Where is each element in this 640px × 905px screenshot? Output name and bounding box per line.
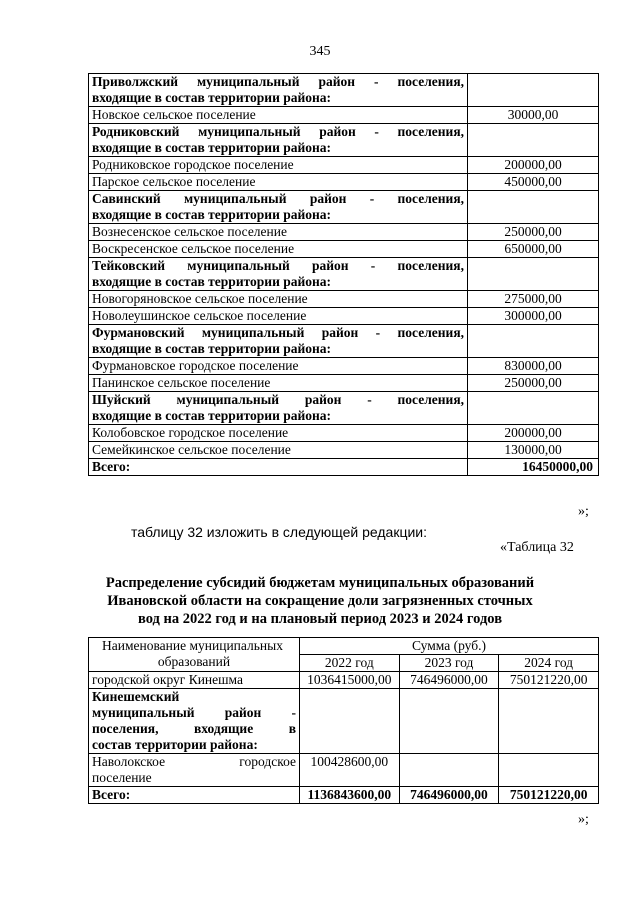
empty-cell	[468, 325, 599, 358]
group-name-line: входящие в состав территории района:	[92, 274, 332, 289]
settlement-name: Панинское сельское поселение	[89, 375, 468, 392]
empty-cell	[468, 258, 599, 291]
group-row	[89, 191, 599, 224]
empty-cell	[300, 689, 400, 754]
settlement-amount: 450000,00	[468, 174, 599, 191]
table-row	[89, 358, 599, 375]
header-year-2024: 2024 год	[499, 655, 599, 672]
header-name-cell	[89, 638, 300, 672]
total-value-2023: 746496000,00	[399, 787, 499, 804]
header-row	[89, 638, 599, 655]
group-name-line: Шуйский муниципальный район - поселения,	[92, 392, 464, 407]
table-row	[89, 291, 599, 308]
table-row	[89, 754, 599, 787]
group-name-line: входящие в состав территории района:	[92, 207, 332, 222]
group-name-line: Родниковский муниципальный район - поселения,	[92, 124, 464, 139]
table-row	[89, 375, 599, 392]
row-value-2024: 750121220,00	[499, 672, 599, 689]
group-name-line: Тейковский муниципальный район - поселения,	[92, 258, 464, 273]
header-year-2022: 2022 год	[300, 655, 400, 672]
settlement-amount: 275000,00	[468, 291, 599, 308]
empty-cell	[499, 754, 599, 787]
group-name-line: поселения, входящие в	[92, 721, 296, 736]
total-amount: 16450000,00	[468, 459, 599, 476]
total-label: Всего:	[89, 787, 300, 804]
empty-cell	[399, 754, 499, 787]
group-name	[89, 325, 468, 358]
row-name	[89, 754, 300, 787]
settlement-amount: 130000,00	[468, 442, 599, 459]
settlement-name: Новогоряновское сельское поселение	[89, 291, 468, 308]
settlement-name: Колобовское городское поселение	[89, 425, 468, 442]
group-name	[89, 258, 468, 291]
group-row	[89, 325, 599, 358]
group-name-line: состав территории района:	[92, 737, 258, 752]
header-name-line: Наименование муниципальных	[102, 638, 283, 653]
allocation-table-continued	[88, 73, 599, 476]
group-name	[89, 191, 468, 224]
group-name-line: Савинский муниципальный район - поселения,	[92, 191, 464, 206]
settlement-name: Парское сельское поселение	[89, 174, 468, 191]
empty-cell	[468, 191, 599, 224]
empty-cell	[499, 689, 599, 754]
settlement-name: Семейкинское сельское поселение	[89, 442, 468, 459]
group-name	[89, 689, 300, 754]
instruction-text: таблицу 32 изложить в следующей редакции:	[131, 524, 428, 540]
header-sum-cell: Сумма (руб.)	[300, 638, 599, 655]
group-name-line: Фурмановский муниципальный район - поселения,	[92, 325, 464, 340]
table-row	[89, 442, 599, 459]
group-name-line: входящие в состав территории района:	[92, 341, 332, 356]
table-heading	[0, 574, 640, 628]
table-row	[89, 672, 599, 689]
settlement-name: Воскресенское сельское поселение	[89, 241, 468, 258]
total-row	[89, 459, 599, 476]
settlement-name: Фурмановское городское поселение	[89, 358, 468, 375]
group-name-line: входящие в состав территории района:	[92, 90, 332, 105]
total-value-2022: 1136843600,00	[300, 787, 400, 804]
settlement-amount: 650000,00	[468, 241, 599, 258]
table-row	[89, 308, 599, 325]
heading-line: Ивановской области на сокращение доли загрязненных сточных	[107, 593, 533, 609]
header-year-2023: 2023 год	[399, 655, 499, 672]
group-name-line: входящие в состав территории района:	[92, 408, 332, 423]
settlement-name: Вознесенское сельское поселение	[89, 224, 468, 241]
table-row	[89, 157, 599, 174]
heading-line: Распределение субсидий бюджетам муниципальных образований	[105, 575, 535, 591]
table-row	[89, 174, 599, 191]
row-value-2022: 100428600,00	[300, 754, 400, 787]
empty-cell	[399, 689, 499, 754]
subsidy-distribution-table	[88, 637, 599, 804]
settlement-name: Родниковское городское поселение	[89, 157, 468, 174]
row-name-line: поселение	[92, 770, 152, 785]
table-row	[89, 224, 599, 241]
group-name	[89, 124, 468, 157]
closing-quote-mark: »;	[578, 504, 589, 519]
group-name-line: входящие в состав территории района:	[92, 140, 332, 155]
group-name-line: Кинешемский	[92, 689, 180, 704]
settlement-amount: 300000,00	[468, 308, 599, 325]
heading-line: вод на 2022 год и на плановый период 2023 и 2024 годов	[137, 611, 503, 627]
settlement-name: Новское сельское поселение	[89, 107, 468, 124]
row-value-2023: 746496000,00	[399, 672, 499, 689]
empty-cell	[468, 74, 599, 107]
table-row	[89, 107, 599, 124]
total-row	[89, 787, 599, 804]
settlement-amount: 830000,00	[468, 358, 599, 375]
group-name-line: Приволжский муниципальный район - поселения,	[92, 74, 464, 89]
row-name: городской округ Кинешма	[89, 672, 300, 689]
group-name	[89, 74, 468, 107]
page-number: 345	[309, 44, 331, 59]
table-label: «Таблица 32	[500, 540, 574, 555]
closing-quote-mark: »;	[578, 812, 589, 827]
settlement-amount: 250000,00	[468, 224, 599, 241]
settlement-amount: 200000,00	[468, 425, 599, 442]
empty-cell	[468, 124, 599, 157]
group-row	[89, 74, 599, 107]
group-row	[89, 124, 599, 157]
header-name-line: образований	[157, 654, 231, 669]
group-row	[89, 258, 599, 291]
total-label: Всего:	[89, 459, 468, 476]
group-row	[89, 689, 599, 754]
settlement-amount: 30000,00	[468, 107, 599, 124]
group-row	[89, 392, 599, 425]
table-row	[89, 425, 599, 442]
row-value-2022: 1036415000,00	[300, 672, 400, 689]
group-name	[89, 392, 468, 425]
settlement-amount: 250000,00	[468, 375, 599, 392]
settlement-amount: 200000,00	[468, 157, 599, 174]
row-name-line: Наволокское городское	[92, 754, 296, 769]
group-name-line: муниципальный район -	[92, 705, 296, 720]
settlement-name: Новолеушинское сельское поселение	[89, 308, 468, 325]
total-value-2024: 750121220,00	[499, 787, 599, 804]
empty-cell	[468, 392, 599, 425]
table-row	[89, 241, 599, 258]
